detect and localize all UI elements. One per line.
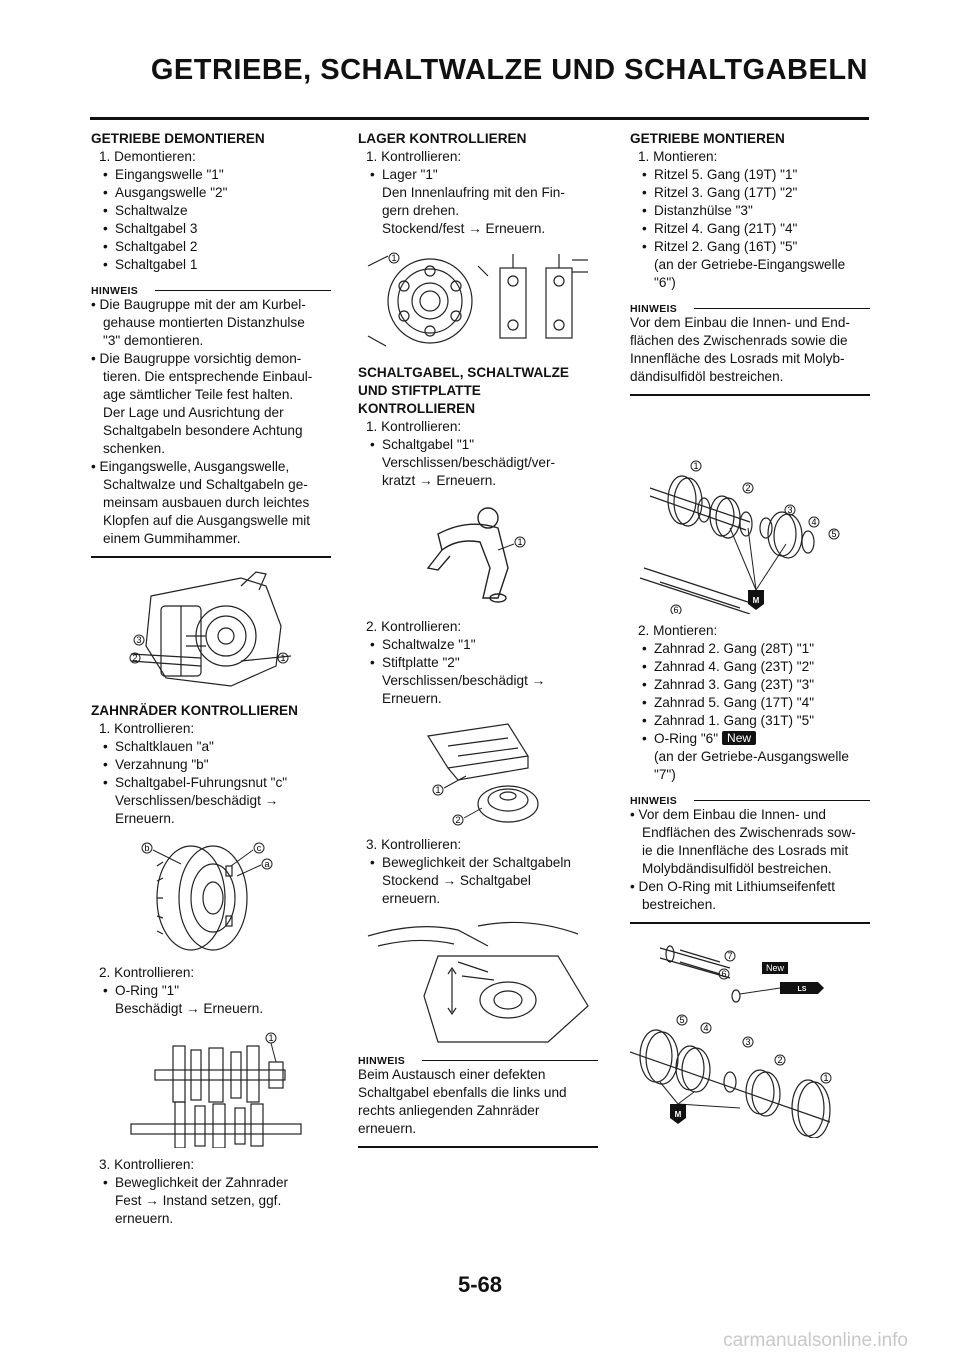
figure-bearing [358,246,598,356]
callout-1: 1 [280,653,286,663]
note-line: • Eingangswelle, Ausgangswelle, [91,459,290,474]
section-title-schaltgabel: SCHALTGABEL, SCHALTWALZE [358,365,569,380]
list-continuation: erneuern. [115,1211,174,1226]
list-item: • Schaltklauen "a" [91,738,331,756]
list-continuation: Verschlissen/beschädigt/ver- [382,455,556,470]
oring-label: O-Ring "6" [654,731,719,746]
callout-5: 5 [831,529,837,539]
list-item: • Ritzel 3. Gang (17T) "2" [630,184,870,202]
callout-a: a [264,859,270,869]
step-2: 2. Montieren: [638,623,718,638]
list-item: • Schaltwalze [91,202,331,220]
step-3: 3. Kontrollieren: [366,837,462,852]
list-item: • Zahnrad 1. Gang (31T) "5" [630,712,870,730]
note-header [358,1052,598,1066]
note-line: bestreichen. [642,897,717,912]
section-title-schaltgabel: UND STIFTPLATTE [358,383,481,398]
list-item: • Beweglichkeit der Zahnrader [91,1174,331,1192]
list-item: • Schaltgabel "1" [358,436,598,454]
list-item: • Schaltgabel-Fuhrungsnut "c" [91,774,331,792]
note-header [630,300,870,314]
lithium-grease-icon: LS [797,986,807,993]
note-label: HINWEIS [91,285,139,297]
section-title-lager: LAGER KONTROLLIEREN [358,131,527,146]
callout-6: 6 [721,969,727,979]
note-header [91,282,331,296]
list-item: • Ritzel 4. Gang (21T) "4" [630,220,870,238]
list-continuation: Verschlissen/beschädigt → [115,793,279,808]
list-continuation: Erneuern. [115,811,175,826]
step-1: 1. Kontrollieren: [366,419,462,434]
list-continuation: Verschlissen/beschädigt → [382,673,546,688]
callout-1: 1 [268,1033,274,1043]
column-middle [358,130,598,1154]
list-item: • Stiftplatte "2" [358,654,598,672]
list-item: • Distanzhülse "3" [630,202,870,220]
column-left [91,130,331,1228]
list-continuation: Fest → Instand setzen, ggf. [115,1193,282,1208]
step-1: 1. Montieren: [638,149,718,164]
section-title-getriebe-demontieren: GETRIEBE DEMONTIEREN [91,131,265,146]
list-continuation: kratzt → Erneuern. [382,473,497,488]
note-line: erneuern. [358,1121,417,1136]
note-line: Endflächen des Zwischenrads sow- [642,825,856,840]
list-continuation: (an der Getriebe-Eingangswelle [654,257,846,272]
callout-b: b [144,843,150,853]
list-item: • O-Ring "1" [91,982,331,1000]
note-line: Schaltgabel ebenfalls die links und [358,1085,567,1100]
note-line: Der Lage und Ausrichtung der [103,405,284,420]
list-item: • Eingangswelle "1" [91,166,331,184]
callout-4: 4 [703,1023,709,1033]
section-title-getriebe-montieren: GETRIEBE MONTIEREN [630,131,785,146]
note-label: HINWEIS [358,1055,406,1067]
callout-3: 3 [787,505,793,515]
callout-1: 1 [391,253,397,263]
list-continuation: Stockend/fest → Erneuern. [382,221,546,236]
note-line: Vor dem Einbau die Innen- und End- [630,315,850,330]
list-continuation: erneuern. [382,891,441,906]
callout-2: 2 [455,815,461,825]
note-line: tieren. Die entsprechende Einbaul- [103,369,313,384]
note-line: Klopfen auf die Ausgangswelle mit [103,513,311,528]
step-2: 2. Kontrollieren: [99,965,195,980]
note-line: rechts anliegenden Zahnräder [358,1103,540,1118]
note-line: Molybdändisulfidöl bestreichen. [642,861,832,876]
list-continuation: Erneuern. [382,691,442,706]
figure-gear [91,836,331,956]
note-line: einem Gummihammer. [103,531,241,546]
title-rule [90,117,869,120]
figure-transmission-assembly [91,566,331,694]
note-line: Schaltwalze und Schaltgabeln ge- [103,477,308,492]
list-item: • Schaltgabel 1 [91,256,331,274]
note-line: • Die Baugruppe vorsichtig demon- [91,351,302,366]
note-line: gehause montierten Distanzhulse [103,315,305,330]
section-title-schaltgabel: KONTROLLIEREN [358,401,476,416]
note-end-rule [630,394,870,396]
callout-c: c [256,843,262,853]
note-header [630,792,870,806]
list-continuation: (an der Getriebe-Ausgangswelle [654,749,849,764]
note-line: Innenfläche des Losrads mit Molyb- [630,351,845,366]
callout-5: 5 [679,1015,685,1025]
callout-3: 3 [136,635,142,645]
note-line: • Vor dem Einbau die Innen- und [630,807,826,822]
step-1: 1. Kontrollieren: [366,149,462,164]
list-item: • Lager "1" [358,166,598,184]
callout-2: 2 [745,483,751,493]
list-continuation: Den Innenlaufring mit den Fin- [382,185,565,200]
list-item: • Schaltgabel 3 [91,220,331,238]
page-number: 5-68 [457,1272,503,1297]
callout-2: 2 [777,1055,783,1065]
figure-fork-movement [358,916,598,1044]
figure-shift-drum [358,716,598,828]
column-right [630,130,870,1146]
step-2: 2. Kontrollieren: [366,619,462,634]
note-line: dändisulfidöl bestreichen. [630,369,784,384]
callout-1: 1 [693,461,699,471]
note-label: HINWEIS [630,303,678,315]
list-item: • Ritzel 5. Gang (19T) "1" [630,166,870,184]
list-item: • Zahnrad 3. Gang (23T) "3" [630,676,870,694]
page-title: GETRIEBE, SCHALTWALZE UND SCHALTGABELN [150,54,868,86]
callout-1: 1 [435,785,441,795]
list-continuation: gern drehen. [382,203,460,218]
list-continuation: "7") [654,767,676,782]
list-item: • Ausgangswelle "2" [91,184,331,202]
note-line: flächen des Zwischenrads sowie die [630,333,848,348]
list-item: • Schaltwalze "1" [358,636,598,654]
figure-output-shaft [630,932,870,1138]
figure-shafts [91,1026,331,1148]
callout-7: 7 [727,951,733,961]
moly-grease-icon: M [752,596,760,605]
step-1: 1. Kontrollieren: [99,721,195,736]
list-item: • Verzahnung "b" [91,756,331,774]
list-item: • Zahnrad 5. Gang (17T) "4" [630,694,870,712]
list-item: • Ritzel 2. Gang (16T) "5" [630,238,870,256]
note-line: age sämtlicher Teile fest halten. [103,387,294,402]
list-continuation: Beschädigt → Erneuern. [115,1001,264,1016]
note-line: Beim Austausch einer defekten [358,1067,546,1082]
new-badge: New [722,731,756,745]
note-end-rule [630,922,870,924]
note-line: • Den O-Ring mit Lithiumseifenfett [630,879,835,894]
new-badge: New [765,963,785,973]
note-label: HINWEIS [630,795,678,807]
note-line: schenken. [103,441,165,456]
watermark: carmanualsonline.info [723,1330,908,1351]
note-end-rule [358,1146,598,1148]
list-continuation: Stockend → Schaltgabel [382,873,531,888]
callout-6: 6 [673,605,679,614]
list-item: • Beweglichkeit der Schaltgabeln [358,854,598,872]
list-item [630,730,870,748]
list-item: • Zahnrad 4. Gang (23T) "2" [630,658,870,676]
callout-2: 2 [132,653,138,663]
note-line: • Die Baugruppe mit der am Kurbel- [91,297,306,312]
callout-3: 3 [745,1037,751,1047]
list-continuation: "6") [654,275,676,290]
figure-input-shaft [630,404,870,614]
list-item: • Zahnrad 2. Gang (28T) "1" [630,640,870,658]
callout-1: 1 [823,1073,829,1083]
figure-shift-fork [358,498,598,610]
callout-1: 1 [517,537,523,547]
note-end-rule [91,556,331,558]
note-line: "3" demontieren. [103,333,204,348]
step-1: 1. Demontieren: [99,149,196,164]
step-3: 3. Kontrollieren: [99,1157,195,1172]
note-line: Schaltgabeln besondere Achtung [103,423,303,438]
note-line: meinsam ausbauen durch leichtes [103,495,310,510]
callout-4: 4 [811,517,817,527]
section-title-zahnraeder: ZAHNRÄDER KONTROLLIEREN [91,703,298,718]
note-line: ie die Innenfläche des Losrads mit [642,843,849,858]
moly-grease-icon: M [674,1110,682,1119]
list-item: • Schaltgabel 2 [91,238,331,256]
